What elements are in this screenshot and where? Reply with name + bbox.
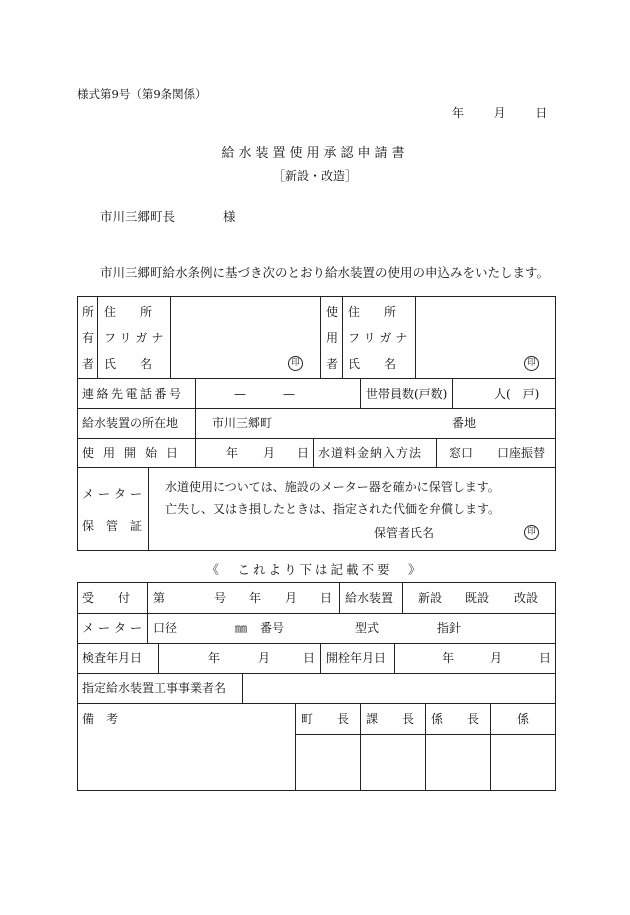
device-label: 給水装置	[345, 591, 394, 605]
meter-cert-text-1: 水道使用については、施設のメーター器を確かに保管します。	[165, 480, 500, 494]
household-value: 人( 戸)	[494, 387, 540, 401]
payment-label: 水道料金納入方法	[318, 446, 423, 460]
inspection-day: 日	[303, 651, 316, 665]
owner-seal: 印	[288, 356, 303, 371]
inspection-year: 年	[208, 651, 221, 665]
location-suffix: 番地	[452, 416, 477, 430]
owner-name-label: 氏 名	[104, 357, 153, 371]
form-number: 様式第9号（第9条関係）	[77, 87, 207, 101]
office-meter-label: メーター	[82, 621, 147, 635]
user-label-3: 者	[326, 357, 339, 371]
reception-month: 月	[285, 591, 298, 605]
reception-no: 第	[153, 591, 166, 605]
reception-go: 号	[214, 591, 227, 605]
approver-staff: 係	[517, 712, 530, 726]
date-day: 日	[535, 106, 548, 120]
device-option-modified: 改設	[514, 591, 539, 605]
mm-unit: ㎜	[235, 621, 248, 635]
notice-line: 《 これより下は記載不要 》	[206, 562, 424, 577]
location-label: 給水装置の所在地	[82, 416, 179, 430]
household-label: 世帯員数(戸数)	[366, 387, 448, 401]
reception-day: 日	[320, 591, 333, 605]
date-line	[452, 104, 547, 121]
reception-label: 受 付	[82, 591, 131, 605]
location-town: 市川三郷町	[212, 416, 273, 430]
model-label: 型式	[355, 621, 380, 635]
addressee-name: 市川三郷町長	[100, 209, 176, 224]
owner-label-3: 者	[82, 357, 95, 371]
owner-address-label: 住 所	[104, 305, 153, 319]
reception-year: 年	[249, 591, 262, 605]
caliber-label: 口径	[153, 621, 178, 635]
opening-day: 日	[539, 651, 552, 665]
approver-town-head: 町 長	[301, 712, 350, 726]
opening-year: 年	[442, 651, 455, 665]
page-title: 給水装置使用承認申請書	[221, 146, 409, 161]
remarks-label: 備 考	[82, 712, 119, 726]
date-month: 月	[493, 106, 506, 120]
user-furigana-label: フリガナ	[348, 331, 412, 345]
number-label: 番号	[260, 621, 285, 635]
owner-label-1: 所	[82, 305, 95, 319]
date-year: 年	[452, 106, 465, 120]
user-label-1: 使	[326, 305, 339, 319]
start-month: 月	[263, 446, 276, 460]
device-option-existing: 既設	[465, 591, 490, 605]
start-day: 日	[297, 446, 310, 460]
honorific: 様	[222, 209, 236, 224]
approver-unit-head: 係 長	[431, 712, 480, 726]
owner-furigana-label: フリガナ	[104, 331, 168, 345]
approver-section-head: 課 長	[366, 712, 415, 726]
owner-label-2: 有	[82, 331, 95, 345]
phone-dash-2: —	[283, 387, 295, 401]
device-option-new: 新設	[418, 591, 443, 605]
opening-label: 開栓年月日	[326, 651, 387, 665]
user-label-2: 用	[326, 331, 339, 345]
keeper-seal: 印	[524, 525, 539, 540]
user-seal: 印	[524, 356, 539, 371]
meter-cert-label-1: メーター	[82, 487, 147, 501]
user-name-label: 氏 名	[348, 357, 397, 371]
reading-label: 指針	[437, 621, 462, 635]
start-label: 使用開始日	[82, 446, 188, 460]
contractor-label: 指定給水装置工事事業者名	[82, 681, 227, 695]
phone-dash-1: —	[234, 387, 246, 401]
user-address-label: 住 所	[348, 305, 397, 319]
intro-text: 市川三郷町給水条例に基づき次のとおり給水装置の使用の申込みをいたします。	[100, 265, 550, 280]
opening-month: 月	[490, 651, 503, 665]
page-subtitle: ［新設・改造］	[272, 169, 357, 183]
inspection-month: 月	[258, 651, 271, 665]
payment-options: 窓口 口座振替	[449, 446, 546, 460]
phone-label: 連絡先電話番号	[82, 387, 184, 401]
start-year: 年	[226, 446, 239, 460]
meter-cert-label-2: 保管証	[82, 519, 155, 533]
keeper-label: 保管者氏名	[374, 526, 435, 540]
addressee	[100, 207, 236, 225]
meter-cert-text-2: 亡失し、又はき損したときは、指定された代価を弁償します。	[165, 502, 501, 516]
inspection-label: 検査年月日	[82, 651, 143, 665]
